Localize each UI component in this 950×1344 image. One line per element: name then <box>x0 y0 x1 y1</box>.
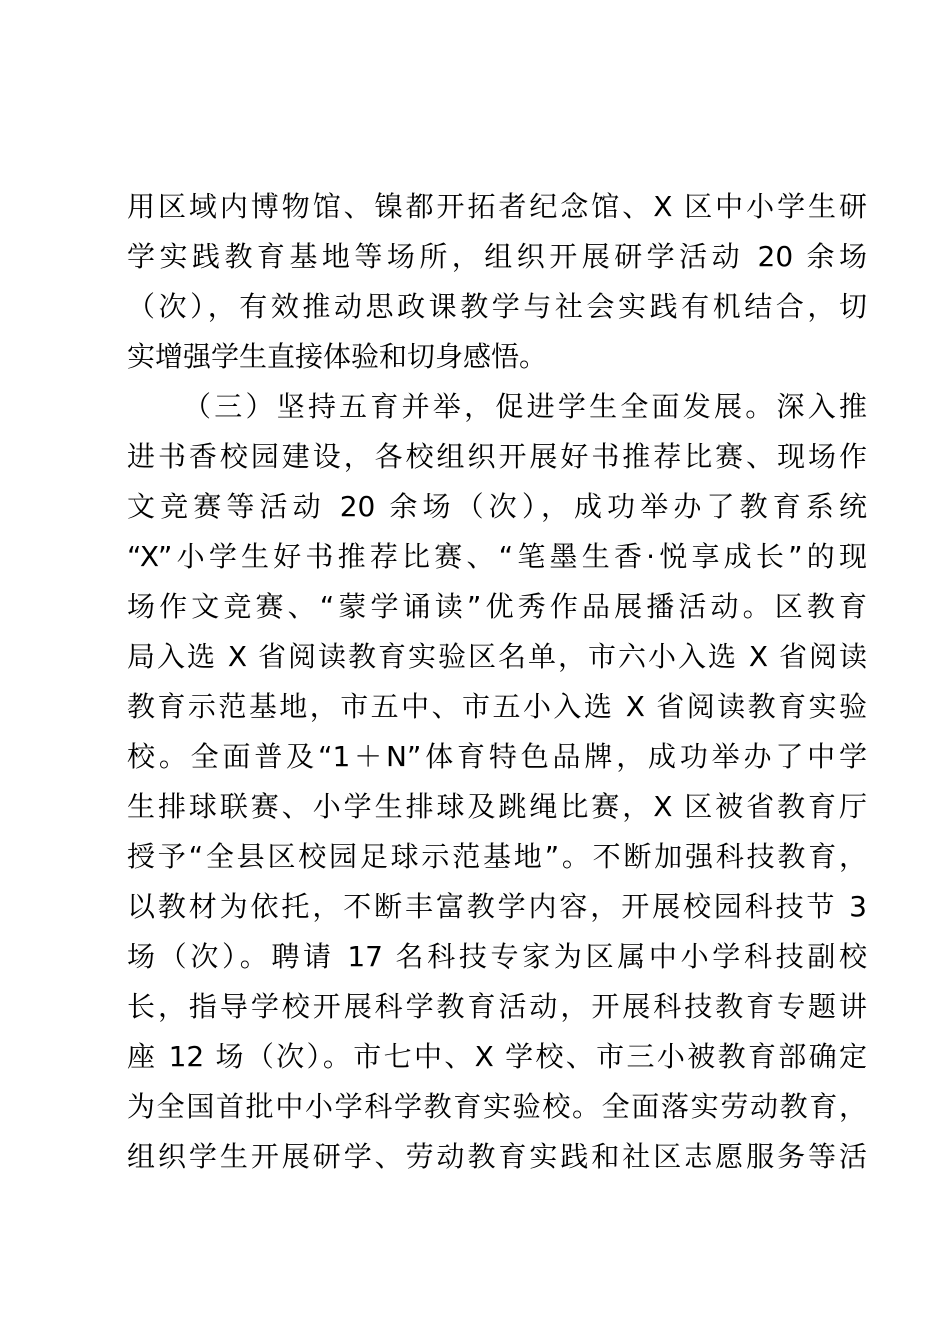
text-line: 校。全面普及“1＋N”体育特色品牌，成功举办了中学 <box>127 740 867 773</box>
body-text <box>127 182 867 1182</box>
paragraph-section-three <box>127 382 867 1182</box>
text-line: 长，指导学校开展科学教育活动，开展科技教育专题讲 <box>127 990 867 1023</box>
text-line: 座 12 场（次）。市七中、X 学校、市三小被教育部确定 <box>127 1040 867 1073</box>
text-line: “X”小学生好书推荐比赛、“笔墨生香·悦享成长”的现 <box>127 540 867 573</box>
text-line: 场（次）。聘请 17 名科技专家为区属中小学科技副校 <box>127 940 867 973</box>
text-line: 为全国首批中小学科学教育实验校。全面落实劳动教育， <box>127 1090 867 1123</box>
text-line: 学实践教育基地等场所，组织开展研学活动 20 余场 <box>127 240 867 273</box>
text-line: 授予“全县区校园足球示范基地”。不断加强科技教育， <box>127 840 867 873</box>
paragraph-continuation <box>127 182 867 382</box>
text-line: 教育示范基地，市五中、市五小入选 X 省阅读教育实验 <box>127 690 867 723</box>
text-line: 进书香校园建设，各校组织开展好书推荐比赛、现场作 <box>127 440 867 473</box>
text-line: 场作文竞赛、“蒙学诵读”优秀作品展播活动。区教育 <box>127 590 867 623</box>
text-line: 组织学生开展研学、劳动教育实践和社区志愿服务等活 <box>127 1140 867 1173</box>
text-line: 局入选 X 省阅读教育实验区名单，市六小入选 X 省阅读 <box>127 640 867 673</box>
text-line: 用区域内博物馆、镍都开拓者纪念馆、X 区中小学生研 <box>127 190 867 223</box>
text-line: （次），有效推动思政课教学与社会实践有机结合，切 <box>127 290 867 323</box>
text-line: 文竞赛等活动 20 余场（次），成功举办了教育系统 <box>127 490 867 523</box>
section-heading-line: （三）坚持五育并举，促进学生全面发展。深入推 <box>183 390 867 423</box>
text-line: 实增强学生直接体验和切身感悟。 <box>127 340 548 373</box>
text-line: 以教材为依托，不断丰富教学内容，开展校园科技节 3 <box>127 890 867 923</box>
text-line: 生排球联赛、小学生排球及跳绳比赛，X 区被省教育厅 <box>127 790 867 823</box>
